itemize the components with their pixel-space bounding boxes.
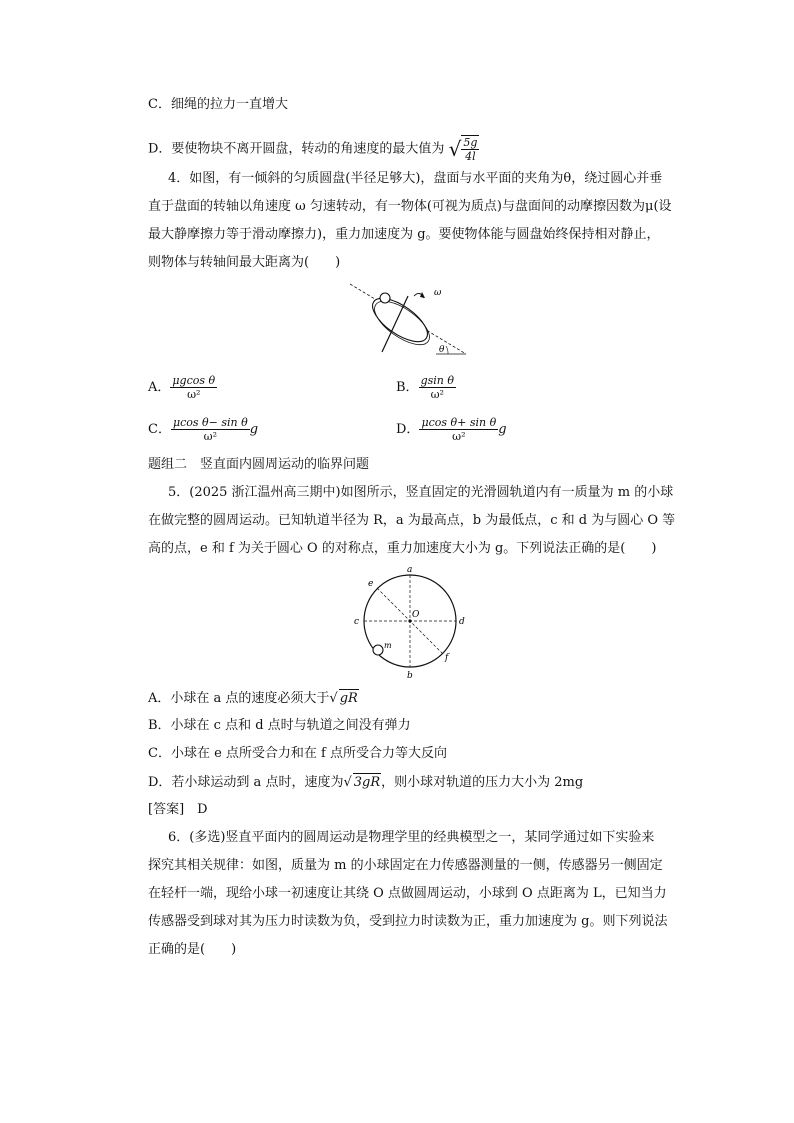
- circle-track-figure: [350, 564, 470, 680]
- q6-line-2: 探究其相关规律：如图，质量为 m 的小球固定在力传感器测量的一侧，传感器另一侧固定: [148, 858, 663, 873]
- q4-option-b: [396, 372, 456, 404]
- label-f: f: [445, 653, 449, 663]
- sqrt-sign: √: [448, 137, 462, 161]
- option-b-fraction: [419, 374, 456, 401]
- option-a-fraction: [170, 374, 217, 401]
- fraction-numerator: μcos θ+ sin θ: [421, 416, 497, 429]
- q6-line-5: 正确的是( ): [148, 942, 237, 957]
- tilted-disk-figure: [348, 282, 470, 358]
- option-text: A．小球在 a 点的速度必须大于: [148, 691, 330, 706]
- option-text: D．若小球运动到 a 点时，速度为: [148, 775, 344, 790]
- fraction-numerator: μcos θ− sin θ: [172, 416, 248, 429]
- option-c-fraction: [171, 416, 250, 443]
- label-d: d: [459, 617, 465, 627]
- omega-label: ω: [434, 288, 442, 298]
- fraction-numerator: 5g: [463, 136, 478, 149]
- q3-option-d: [148, 135, 479, 163]
- group-heading: 题组二 竖直面内圆周运动的临界问题: [148, 457, 370, 472]
- q4-line-4: 则物体与转轴间最大距离为( ): [148, 255, 341, 270]
- q4-option-c: [148, 414, 258, 446]
- q5-option-c: C．小球在 e 点所受合力和在 f 点所受合力等大反向: [148, 746, 447, 761]
- q4-line-2: 直于盘面的转轴以角速度 ω 匀速转动，有一物体(可视为质点)与盘面间的动摩擦因数为μ(设: [148, 199, 672, 214]
- q5-line-3: 高的点，e 和 f 为关于圆心 O 的对称点，重力加速度大小为 g。下列说法正确的是( ): [148, 541, 657, 556]
- fraction-denominator: ω²: [452, 430, 466, 443]
- option-tail: g: [498, 422, 507, 437]
- fraction-numerator: gsin θ: [420, 374, 454, 387]
- q4-option-d: [396, 414, 507, 446]
- option-label: A．: [148, 380, 171, 395]
- q5-option-d: [148, 773, 583, 792]
- fraction-denominator: ω²: [430, 388, 444, 401]
- label-e: e: [368, 579, 374, 589]
- option-text: ，则小球对轨道的压力大小为 2mg: [381, 775, 584, 790]
- q3-option-d-fraction: [461, 135, 479, 163]
- q4-line-3: 最大静摩擦力等于滑动摩擦力)，重力加速度为 g。要使物体能与圆盘始终保持相对静止，: [148, 227, 660, 242]
- label-c: c: [354, 617, 360, 627]
- q5-line-2: 在做完整的圆周运动。已知轨道半径为 R，a 为最高点，b 为最低点，c 和 d 为与圆心 O 等: [148, 513, 676, 528]
- label-o: O: [412, 610, 420, 620]
- q4-option-a: [148, 372, 217, 404]
- label-m: m: [384, 641, 392, 650]
- theta-label: θ: [439, 345, 445, 355]
- q5-option-a: [148, 689, 359, 708]
- radicand: gR: [339, 691, 358, 706]
- radicand: 3gR: [353, 775, 381, 790]
- option-label: C．: [148, 422, 171, 437]
- fraction-denominator: ω²: [203, 430, 218, 443]
- fraction-numerator: μgcos θ: [172, 374, 216, 387]
- fraction-denominator: ω²: [187, 388, 201, 401]
- q3-option-d-text: D．要使物块不离开圆盘，转动的角速度的最大值为: [148, 141, 445, 157]
- label-b: b: [407, 671, 413, 680]
- option-label: B．: [396, 380, 419, 395]
- option-label: D．: [396, 422, 420, 437]
- q6-line-4: 传感器受到球对其为压力时读数为负，受到拉力时读数为正，重力加速度为 g。则下列说法: [148, 914, 668, 929]
- option-d-fraction: [419, 416, 498, 443]
- q5-line-1: 5．(2025 浙江温州高三期中)如图所示，竖直固定的光滑圆轨道内有一质量为 m 的小球: [168, 485, 674, 500]
- fraction-denominator: 4l: [465, 150, 476, 163]
- q3-option-c: C．细绳的拉力一直增大: [148, 97, 288, 112]
- q5-answer: [答案] D: [148, 802, 208, 817]
- q6-line-1: 6．(多选)竖直平面内的圆周运动是物理学里的经典模型之一，某同学通过如下实验来: [168, 830, 655, 845]
- sqrt-sign: √: [329, 691, 338, 706]
- q4-line-1: 4．如图，有一倾斜的匀质圆盘(半径足够大)，盘面与水平面的夹角为θ，绕过圆心并垂: [168, 171, 663, 186]
- q6-line-3: 在轻杆一端，现给小球一初速度让其绕 O 点做圆周运动，小球到 O 点距离为 L，已知当力: [148, 886, 667, 901]
- q5-option-b: B．小球在 c 点和 d 点时与轨道之间没有弹力: [148, 718, 411, 733]
- sqrt-sign: √: [343, 775, 352, 790]
- option-tail: g: [249, 422, 259, 437]
- label-a: a: [407, 565, 413, 575]
